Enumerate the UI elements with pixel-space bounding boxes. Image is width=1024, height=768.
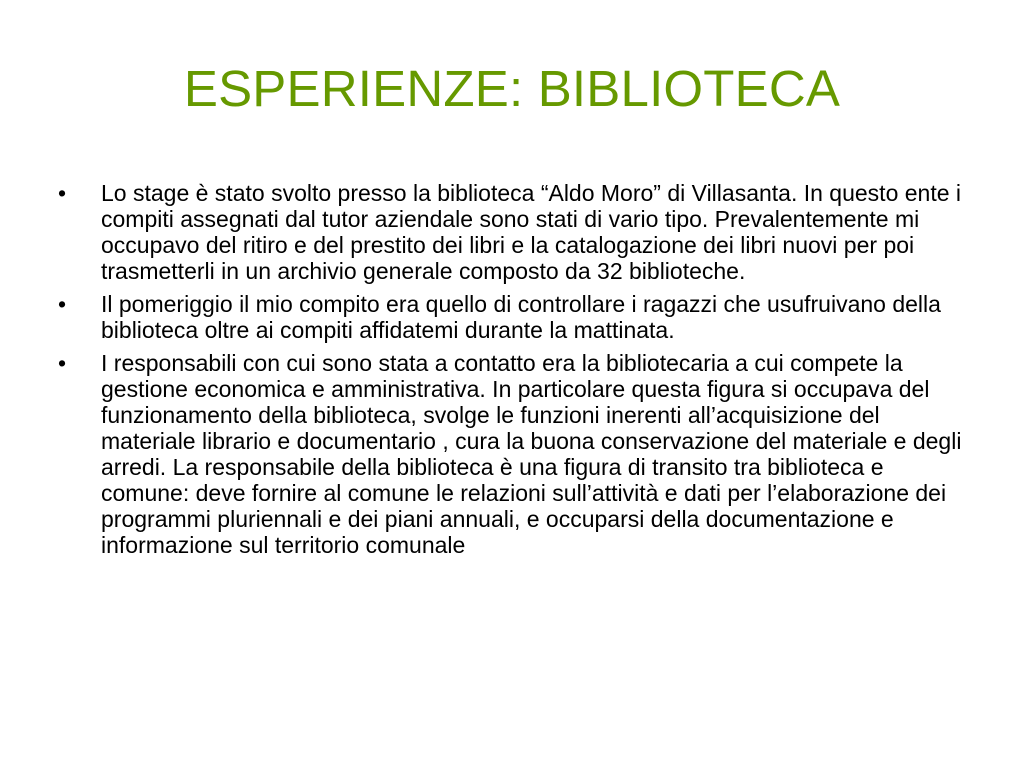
bullet-list — [58, 180, 978, 565]
bullet-text: Il pomeriggio il mio compito era quello di controllare i ragazzi che usufruivano della biblioteca oltre ai compiti affidatemi durante la mattinata. — [101, 291, 941, 343]
bullet-item — [58, 180, 978, 284]
bullet-item — [58, 291, 978, 343]
slide-title: ESPERIENZE: BIBLIOTECA — [183, 60, 841, 117]
bullet-item — [58, 350, 978, 558]
bullet-marker: • — [58, 350, 67, 376]
bullet-marker: • — [58, 291, 67, 317]
bullet-text: Lo stage è stato svolto presso la biblioteca “Aldo Moro” di Villasanta. In questo ente i compiti assegnati dal tutor aziendale sono stati di vario tipo. Prevalentemente mi occupavo del ritiro e del prestito dei libri e la catalogazione dei libri nuovi per poi trasmetterli in un archivio generale composto da 32 biblioteche. — [101, 180, 962, 284]
bullet-marker: • — [58, 180, 67, 206]
bullet-text: I responsabili con cui sono stata a contatto era la bibliotecaria a cui compete la gestione economica e amministrativa. In particolare questa figura si occupava del funzionamento della biblioteca, svolge le funzioni inerenti all’acquisizione del materiale librario e documentario , cura la buona conservazione del materiale e degli arredi. La responsabile della biblioteca è una figura di transito tra biblioteca e comune: deve fornire al comune le relazioni sull’attività e dati per l’elaborazione dei programmi pluriennali e dei piani annuali, e occuparsi della documentazione e informazione sul territorio comunale — [101, 350, 962, 558]
